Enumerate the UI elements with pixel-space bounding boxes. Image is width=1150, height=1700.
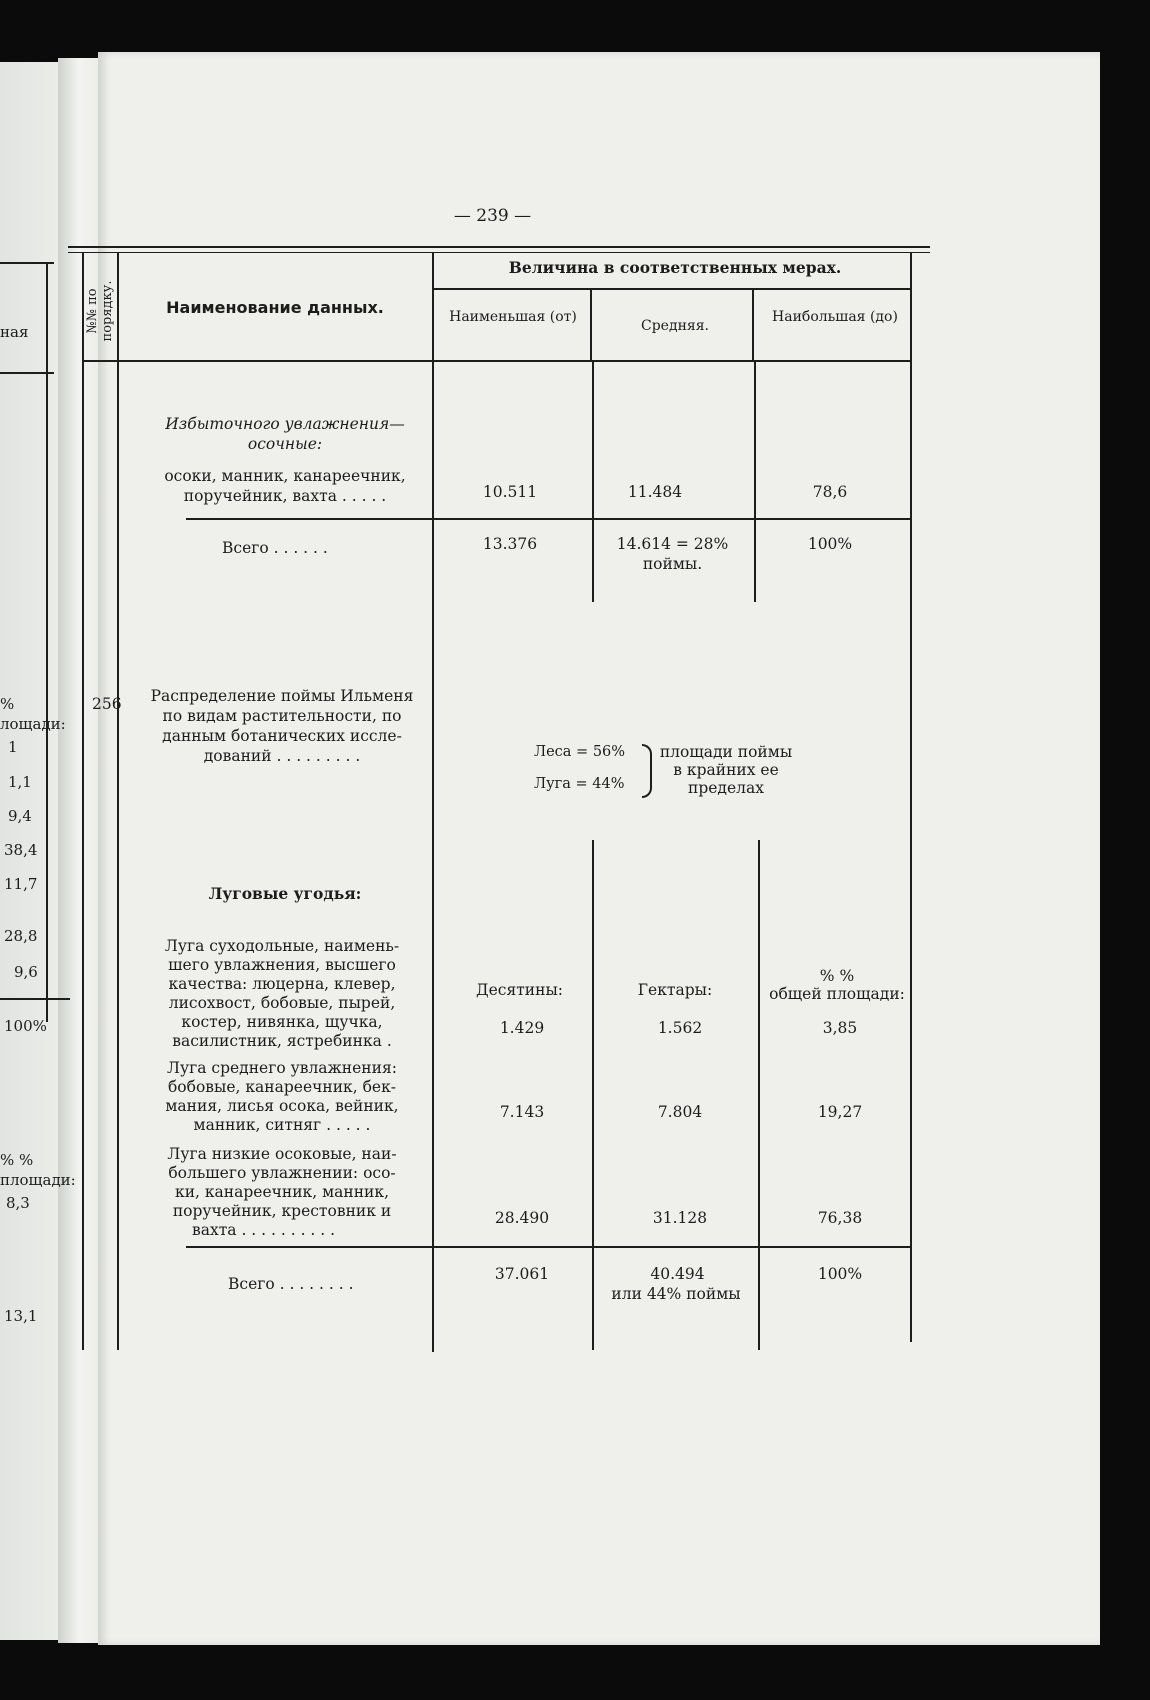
section2-title: Луговые угодья:	[208, 884, 362, 903]
column-line-num-right	[117, 252, 119, 1350]
meadow-medium-line: мания, лисья осока, вейник,	[165, 1097, 399, 1115]
unit-desyatiny: Десятины:	[475, 981, 564, 999]
row256-name-line: по видам растительности, по	[162, 707, 402, 725]
left-page-rule	[0, 998, 70, 1000]
section1-total-label: Всего . . . . . .	[222, 539, 328, 557]
section1-total-avg-line2: поймы.	[642, 555, 703, 573]
meadow-low-desyat: 28.490	[494, 1209, 550, 1227]
meadow-medium-line: манник, ситняг . . . . .	[193, 1116, 371, 1134]
left-page-fragment: 8,3	[6, 1194, 30, 1212]
left-page-fragment: 38,4	[4, 841, 38, 859]
meadow-low-line: ки, канареечник, манник,	[175, 1183, 389, 1201]
header-max-label: Наибольшая (до)	[772, 309, 898, 325]
section1-title-line1: Избыточного увлажнения—	[165, 415, 405, 433]
left-page-fragment: 9,4	[8, 807, 32, 825]
header-group-rule	[432, 288, 910, 290]
meadow-dry-line: костер, нивянка, щучка,	[181, 1013, 383, 1031]
header-number-column	[84, 262, 116, 358]
section1-title-line2: осочные:	[247, 435, 323, 453]
meadow-dry-line: качества: люцерна, клевер,	[168, 975, 396, 993]
header-col-line-min	[590, 288, 592, 360]
meadow-low-hectares: 31.128	[652, 1209, 708, 1227]
left-page-column-line	[46, 262, 48, 1022]
section1-item-avg: 11.484	[627, 483, 683, 501]
left-page-fragment: площади:	[0, 1171, 76, 1189]
meadow-medium-hectares: 7.804	[657, 1103, 703, 1121]
meadow-low-line: поручейник, крестовник и	[172, 1202, 392, 1220]
page-number: — 239 —	[453, 206, 532, 226]
section2-total-desyat: 37.061	[494, 1265, 550, 1283]
header-bottom-rule	[82, 360, 910, 362]
meadow-dry-desyat: 1.429	[499, 1019, 545, 1037]
row256-name-line: Распределение поймы Ильменя	[150, 687, 414, 705]
column-line-num-left	[82, 252, 84, 1350]
header-col-line-avg	[752, 288, 754, 360]
meadow-medium-pct: 19,27	[817, 1103, 863, 1121]
document-page	[98, 52, 1100, 1645]
left-page-fragment: % %	[0, 1151, 34, 1169]
section1-total-rule	[186, 518, 910, 520]
meadow-dry-line: василистник, ястребинка .	[172, 1032, 392, 1050]
section2-total-pct: 100%	[817, 1265, 863, 1283]
section2-total-hectares-line1: 40.494	[650, 1265, 705, 1283]
left-page-fragment: 100%	[4, 1017, 47, 1035]
meadow-low-pct: 76,38	[817, 1209, 863, 1227]
header-name-label: Наименование данных.	[166, 298, 384, 317]
meadow-low-line: вахта . . . . . . . . . .	[192, 1221, 336, 1239]
section1-item-max: 78,6	[812, 483, 848, 501]
meadow-dry-pct: 3,85	[822, 1019, 858, 1037]
row256-name-line: дований . . . . . . . . .	[203, 747, 361, 765]
left-page-fragment: лощади:	[0, 715, 66, 733]
unit-percent-line2: общей площади:	[769, 985, 905, 1003]
meadow-dry-line: Луга суходольные, наимень-	[164, 937, 400, 955]
col-line-avg-s1	[754, 362, 756, 602]
row256-note-line: в крайних ее	[673, 761, 779, 779]
meadow-low-line: Луга низкие осоковые, наи-	[167, 1145, 397, 1163]
section1-total-min: 13.376	[482, 535, 538, 553]
table-top-rule-thin	[68, 252, 930, 253]
meadow-medium-desyat: 7.143	[499, 1103, 545, 1121]
unit-percent-line1: % %	[819, 967, 855, 985]
meadow-dry-line: шего увлажнения, высшего	[168, 956, 396, 974]
column-line-name-right	[432, 252, 434, 1352]
section2-total-rule	[186, 1246, 910, 1248]
header-number-label: №№ по порядку.	[85, 280, 115, 342]
meadow-low-line: большего увлажнении: осо-	[168, 1164, 396, 1182]
meadow-medium-line: Луга среднего увлажнения:	[167, 1059, 397, 1077]
row256-note-line: площади поймы	[659, 743, 793, 761]
unit-hectares: Гектары:	[637, 981, 713, 999]
table-top-rule	[68, 246, 930, 248]
section1-item-line: осоки, манник, канареечник,	[164, 467, 406, 485]
left-page-fragment: 13,1	[4, 1307, 38, 1325]
forest-share: Леса = 56%	[534, 744, 626, 760]
row-number: 256	[92, 695, 122, 713]
section1-total-max: 100%	[807, 535, 853, 553]
left-page-fragment: 1	[8, 738, 18, 756]
col-line-min-s1	[592, 362, 594, 602]
meadow-medium-line: бобовые, канареечник, бек-	[167, 1078, 397, 1096]
section1-item-line: поручейник, вахта . . . . .	[183, 487, 387, 505]
row256-note-line: пределах	[688, 779, 764, 797]
header-avg-label: Средняя.	[640, 318, 710, 334]
header-value-group-label: Величина в соответственных мерах.	[508, 258, 842, 277]
left-page-fragment: 28,8	[4, 927, 38, 945]
left-page-fragment: %	[0, 695, 15, 713]
header-min-label: Наименьшая (от)	[449, 309, 577, 325]
left-page-fragment: 1,1	[8, 773, 32, 791]
section1-item-min: 10.511	[482, 483, 538, 501]
grouping-brace	[642, 744, 652, 798]
meadow-share: Луга = 44%	[534, 776, 625, 792]
left-page-fragment: 11,7	[4, 875, 38, 893]
section2-total-label: Всего . . . . . . . .	[228, 1275, 354, 1293]
left-page-fragment: ная	[0, 323, 29, 341]
row256-name-line: данным ботанических иссле-	[162, 727, 402, 745]
left-page-fragment: 9,6	[14, 963, 38, 981]
section2-total-hectares-line2: или 44% поймы	[611, 1285, 741, 1303]
meadow-dry-line: лисохвост, бобовые, пырей,	[168, 994, 396, 1012]
col-line-min-s2	[592, 840, 594, 1350]
column-line-right	[910, 252, 912, 1342]
meadow-dry-hectares: 1.562	[657, 1019, 703, 1037]
col-line-avg-s2	[758, 840, 760, 1350]
section1-total-avg-line1: 14.614 = 28%	[616, 535, 729, 553]
